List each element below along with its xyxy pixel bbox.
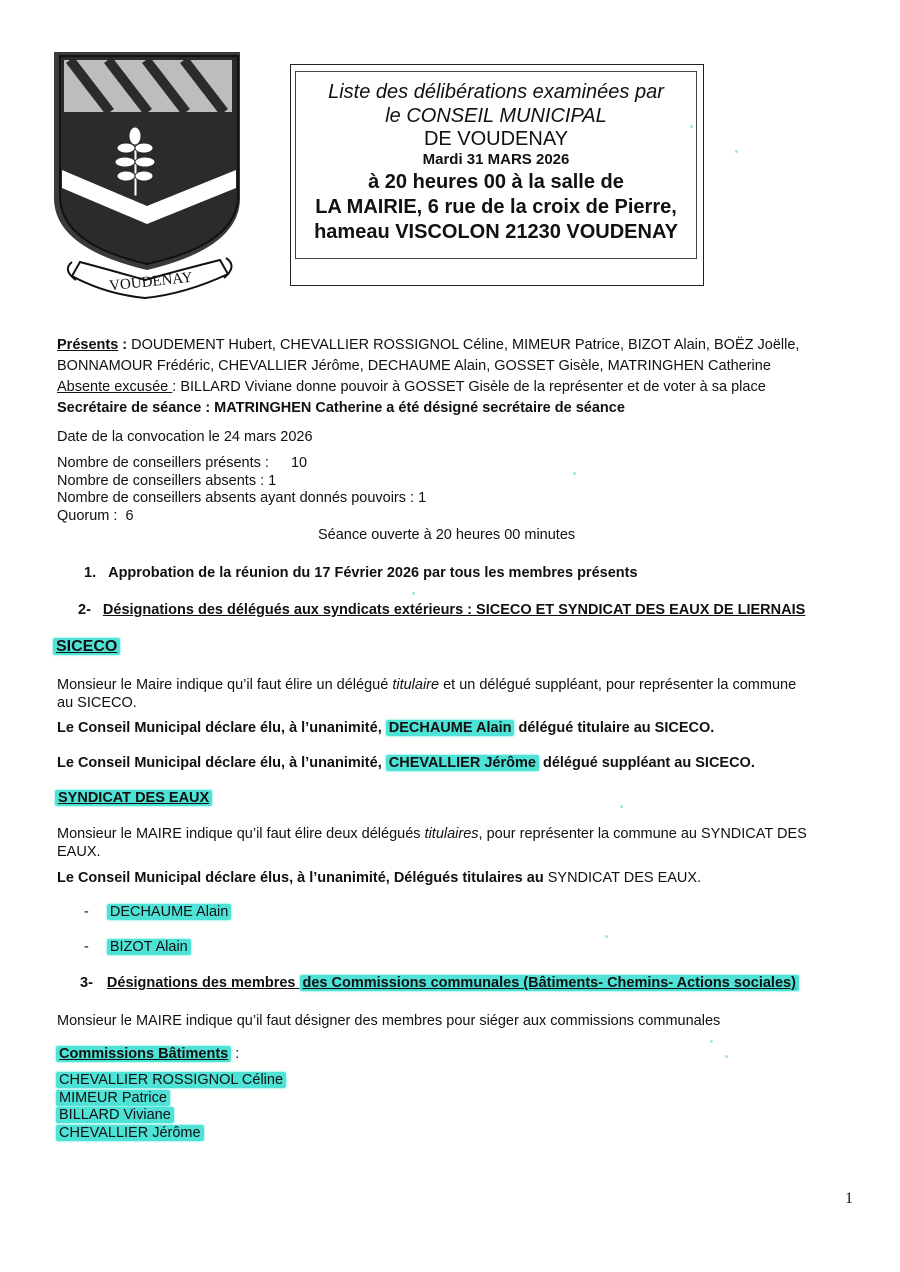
present-names-2: BONNAMOUR Frédéric, CHEVALLIER Jérôme, DECHAUME Alain, GOSSET Gisèle, MATRINGHEN Catherine (57, 358, 771, 374)
stat-absent: Nombre de conseillers absents : 1 (57, 472, 277, 489)
meeting-address: hameau VISCOLON 21230 VOUDENAY (314, 221, 678, 243)
member-item (56, 1090, 286, 1108)
quorum-label: Quorum : (57, 507, 118, 524)
item-2-title (78, 602, 805, 618)
present-line-1 (57, 335, 847, 356)
stat-quorum (57, 508, 847, 526)
siceco-elected-2-name: CHEVALLIER Jérôme (386, 755, 539, 771)
meeting-place: LA MAIRIE, 6 rue de la croix de Pierre, (315, 196, 677, 218)
scan-speck (620, 805, 623, 808)
absent-text: : BILLARD Viviane donne pouvoir à GOSSET Gisèle de la représenter et de voter à sa place (172, 379, 766, 395)
member-name: BILLARD Viviane (56, 1107, 174, 1123)
scan-speck (725, 1055, 728, 1058)
member-name: CHEVALLIER ROSSIGNOL Céline (56, 1072, 286, 1088)
member-item (56, 1107, 286, 1125)
item-3-title-b: des Commissions communales (Bâtiments- Chemins- Actions sociales) (300, 975, 799, 991)
siceco-heading (53, 638, 120, 656)
header-inner-frame (295, 71, 697, 259)
session-opening: Séance ouverte à 20 heures 00 minutes (318, 527, 576, 543)
siceco-elected-2 (57, 754, 847, 772)
scan-speck (690, 125, 693, 128)
commission-heading-text: Commissions Bâtiments (56, 1046, 231, 1062)
item-1 (84, 565, 638, 581)
siceco-intro-c: au SICECO. (57, 695, 137, 711)
siceco-elected-1-pre: Le Conseil Municipal déclare élu, à l’unanimité, (57, 720, 386, 736)
bullet-name: BIZOT Alain (107, 939, 191, 955)
siceco-elected-1 (57, 719, 847, 737)
municipal-crest (50, 48, 240, 308)
eaux-elected-rest: SYNDICAT DES EAUX. (543, 870, 702, 886)
header-box (290, 64, 704, 286)
siceco-elected-1-name: DECHAUME Alain (386, 720, 515, 736)
siceco-intro-a: Monsieur le Maire indique qu’il faut élire un délégué (57, 677, 393, 693)
scan-speck (735, 150, 738, 153)
scan-speck (710, 1040, 713, 1043)
eaux-heading (55, 790, 212, 806)
header-line-3: DE VOUDENAY (423, 128, 569, 150)
commission-members (56, 1072, 286, 1142)
member-item (56, 1125, 286, 1143)
member-name: CHEVALLIER Jérôme (56, 1125, 204, 1141)
commission-heading (56, 1046, 239, 1062)
item-2-number: 2- (78, 602, 91, 618)
stat-present-label: Nombre de conseillers présents : (57, 455, 269, 471)
siceco-intro-b: et un délégué suppléant, pour représenter la commune (439, 677, 797, 693)
stat-present (57, 455, 847, 473)
secretary-line: Secrétaire de séance : MATRINGHEN Catherine a été désigné secrétaire de séance (57, 400, 625, 416)
eaux-intro-c: EAUX. (57, 844, 101, 860)
siceco-heading-text: SICECO (53, 638, 120, 655)
header-line-2: le CONSEIL MUNICIPAL (385, 105, 607, 127)
eaux-elected-bold: Le Conseil Municipal déclare élus, à l’unanimité, Délégués titulaires au (57, 870, 544, 886)
absent-label: Absente excusée (57, 379, 173, 395)
quorum-value: 6 (125, 507, 134, 524)
crest-shield-icon (50, 48, 240, 308)
member-item (56, 1072, 286, 1090)
eaux-bullet-2 (84, 939, 191, 955)
scan-speck (412, 592, 415, 595)
eaux-elected (57, 869, 847, 887)
present-label: Présents (57, 337, 119, 353)
stat-present-value: 10 (290, 455, 308, 471)
member-name: MIMEUR Patrice (56, 1090, 170, 1106)
stat-proxies: Nombre de conseillers absents ayant donnés pouvoirs : 1 (57, 490, 427, 506)
eaux-intro-italic: titulaires (424, 826, 479, 842)
page-number: 1 (845, 1190, 853, 1207)
present-colon: : (118, 337, 128, 353)
siceco-elected-1-post: délégué titulaire au SICECO. (514, 720, 715, 736)
meeting-date: Mardi 31 MARS 2026 (422, 151, 570, 168)
siceco-intro-italic: titulaire (392, 677, 440, 693)
scan-speck (573, 472, 576, 475)
stats-block (57, 455, 847, 525)
commission-colon: : (231, 1046, 240, 1062)
siceco-intro (57, 676, 847, 712)
item-3-number: 3- (80, 975, 93, 991)
header-line-1: Liste des délibérations examinées par (328, 81, 664, 103)
item-3-intro: Monsieur le MAIRE indique qu’il faut désigner des membres pour siéger aux commissions communales (57, 1013, 721, 1029)
convocation-date: Date de la convocation le 24 mars 2026 (57, 429, 313, 445)
item-1-text: Approbation de la réunion du 17 Février 2026 par tous les membres présents (108, 565, 638, 581)
item-1-number: 1. (84, 565, 97, 581)
siceco-elected-2-pre: Le Conseil Municipal déclare élu, à l’unanimité, (57, 755, 386, 771)
eaux-intro (57, 825, 847, 861)
siceco-elected-2-post: délégué suppléant au SICECO. (538, 755, 755, 771)
eaux-intro-b: , pour représenter la commune au SYNDICAT DES (478, 826, 807, 842)
eaux-heading-text: SYNDICAT DES EAUX (55, 790, 212, 806)
item-2-text: Désignations des délégués aux syndicats extérieurs : SICECO ET SYNDICAT DES EAUX DE LIERNAIS (102, 602, 806, 618)
bullet-name: DECHAUME Alain (107, 904, 231, 920)
bullet-dash: - (84, 939, 89, 955)
item-3-title-a: Désignations des membres (106, 975, 300, 991)
absent-line (57, 377, 847, 398)
meeting-time: à 20 heures 00 à la salle de (368, 171, 624, 193)
present-names-1: DOUDEMENT Hubert, CHEVALLIER ROSSIGNOL Céline, MIMEUR Patrice, BIZOT Alain, BOËZ Joëlle, (127, 337, 800, 353)
bullet-dash: - (84, 904, 89, 920)
eaux-bullet-1 (84, 904, 231, 920)
eaux-intro-a: Monsieur le MAIRE indique qu’il faut élire deux délégués (57, 826, 425, 842)
item-3-title (80, 975, 799, 991)
crest-banner-text: VOUDENAY (108, 269, 194, 295)
scan-speck (605, 935, 608, 938)
attendance-block (57, 335, 847, 419)
